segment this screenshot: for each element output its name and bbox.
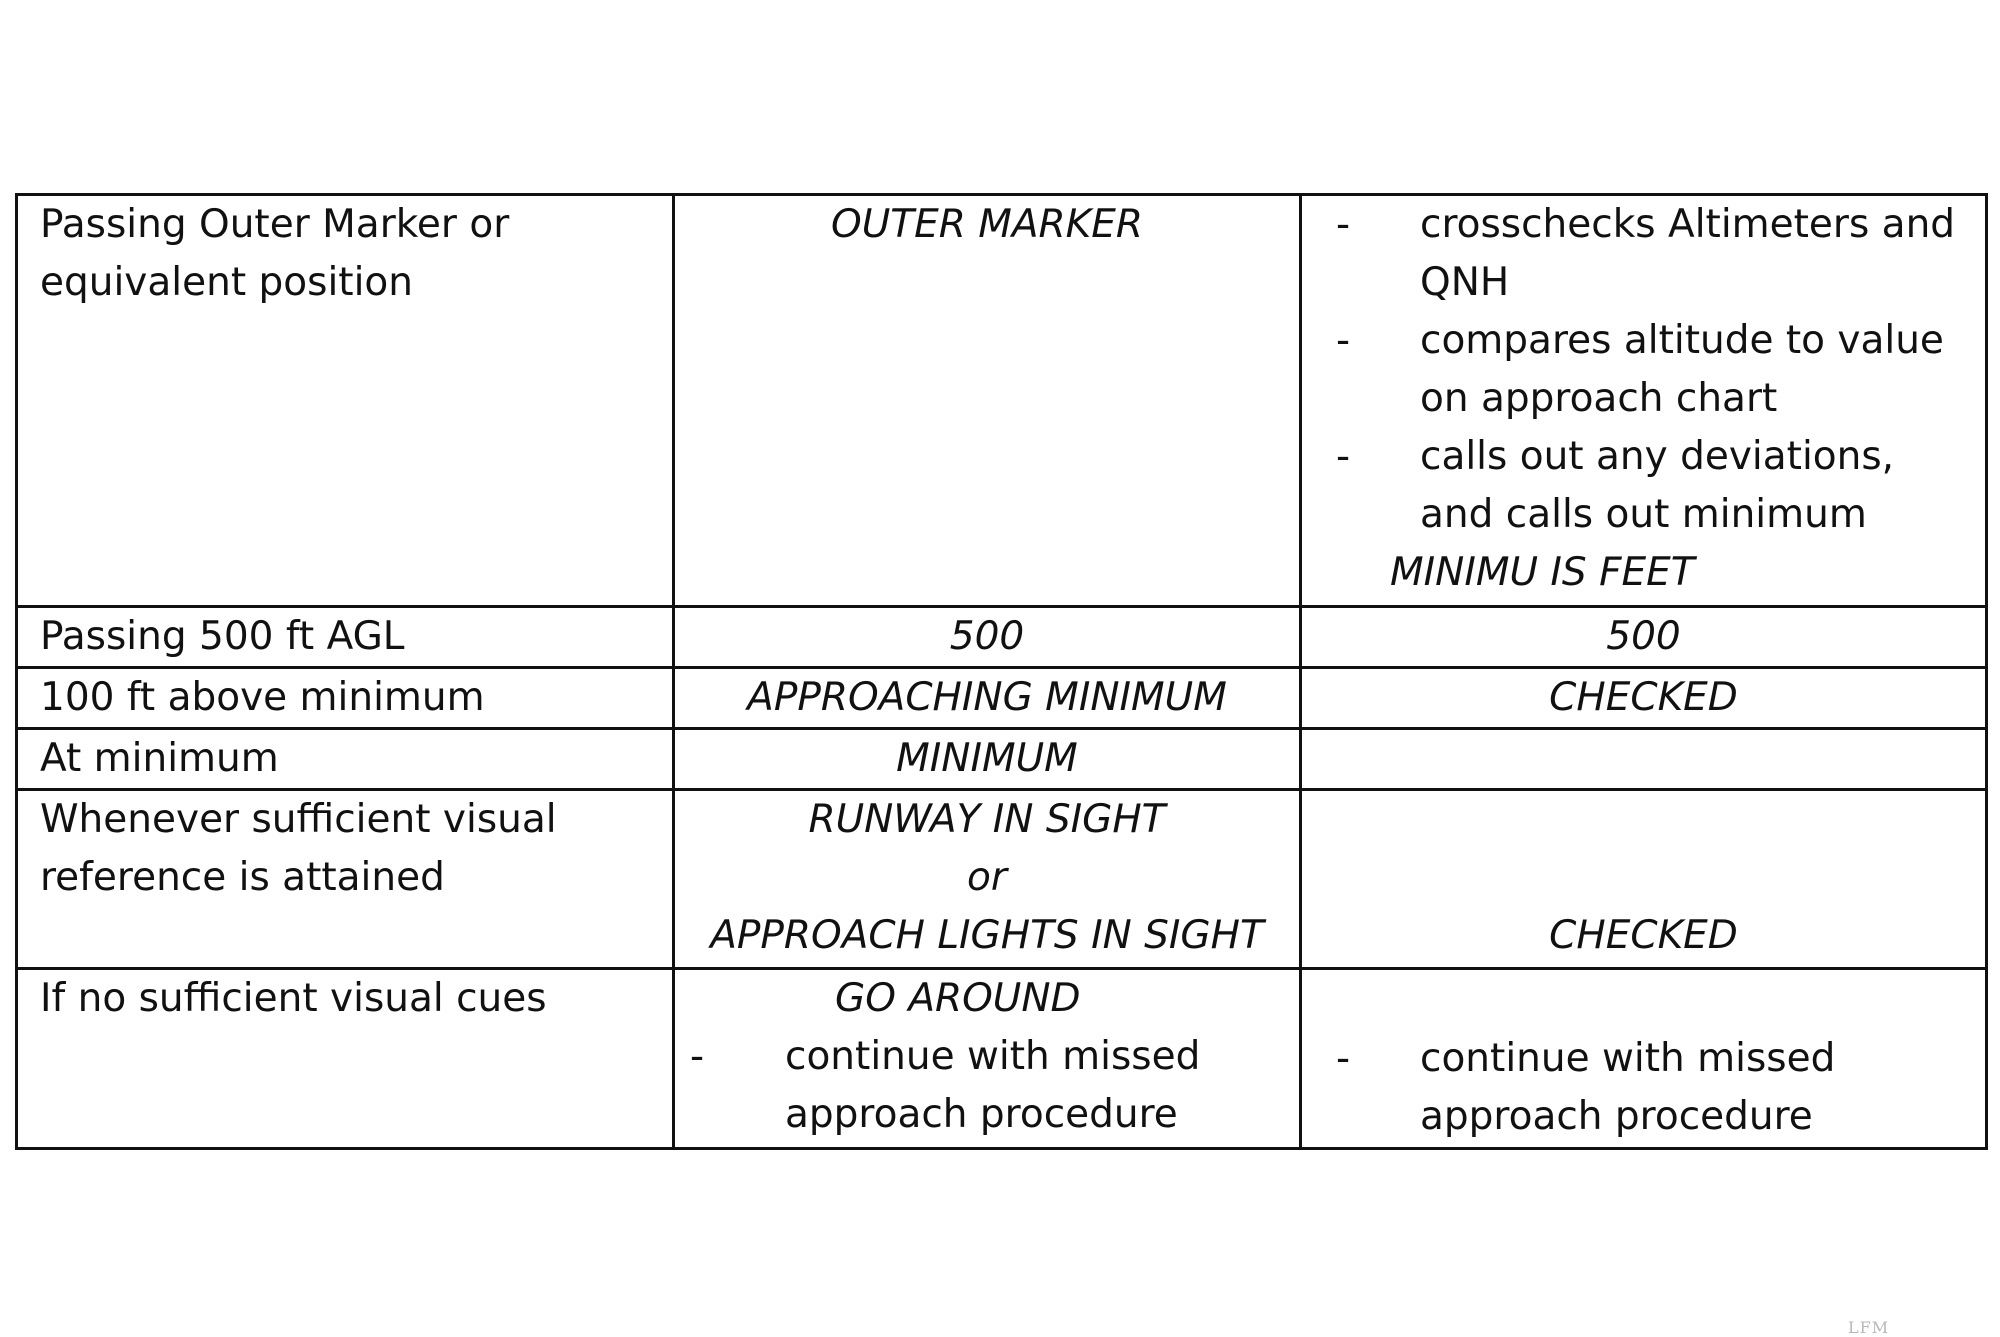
bullet-dash: - — [690, 1034, 705, 1079]
list-item-text: compares altitude to value on approach chart — [1420, 318, 1944, 421]
callout-text: APPROACH LIGHTS IN SIGHT — [710, 913, 1264, 958]
condition-text: At minimum — [40, 736, 279, 781]
callout-cell — [674, 607, 1301, 668]
condition-text: Passing 500 ft AGL — [40, 614, 405, 659]
callout-text: OUTER MARKER — [831, 202, 1143, 247]
callout-text: 500 — [949, 614, 1025, 659]
response-text: CHECKED — [1549, 675, 1738, 720]
condition-cell — [17, 195, 674, 607]
list-item — [1324, 428, 1985, 544]
response-cell — [1301, 790, 1987, 969]
bullet-dash: - — [1336, 434, 1351, 479]
callout-cell — [674, 668, 1301, 729]
response-text: CHECKED — [1549, 913, 1738, 958]
callout-cell — [674, 969, 1301, 1149]
response-list — [1324, 1030, 1985, 1146]
bullet-dash: - — [1336, 1036, 1351, 1081]
condition-text: Whenever sufficient visual reference is attained — [40, 797, 557, 900]
response-callout: MINIMU IS FEET — [1390, 550, 1695, 595]
callout-cell — [674, 729, 1301, 790]
response-cell — [1301, 969, 1987, 1149]
callout-cell — [674, 195, 1301, 607]
condition-cell — [17, 607, 674, 668]
response-cell — [1301, 668, 1987, 729]
condition-cell — [17, 790, 674, 969]
response-cell — [1301, 729, 1987, 790]
watermark-text: LFM — [1848, 1318, 1890, 1337]
condition-cell — [17, 729, 674, 790]
list-item — [1324, 196, 1985, 312]
condition-text: If no sufficient visual cues — [40, 976, 547, 1021]
list-item — [1324, 312, 1985, 428]
response-cell — [1301, 607, 1987, 668]
condition-cell — [17, 668, 674, 729]
callout-text: RUNWAY IN SIGHT — [808, 797, 1166, 842]
list-item-text: calls out any deviations, and calls out minimum — [1420, 434, 1895, 537]
bullet-dash: - — [1336, 318, 1351, 363]
table-row — [17, 195, 1987, 607]
callout-text: MINIMUM — [896, 736, 1078, 781]
procedure-callout-table — [15, 193, 1988, 1150]
table-row — [17, 668, 1987, 729]
callout-text: APPROACHING MINIMUM — [747, 675, 1227, 720]
response-cell — [1301, 195, 1987, 607]
callout-cell — [674, 790, 1301, 969]
callout-text: GO AROUND — [835, 976, 1081, 1021]
callout-text: or — [967, 855, 1007, 900]
list-item-text: continue with missed approach procedure — [1420, 1036, 1836, 1139]
response-wrap — [1324, 970, 1985, 1146]
list-item-text: crosschecks Altimeters and QNH — [1420, 202, 1956, 305]
condition-cell — [17, 969, 674, 1149]
bullet-dash: - — [1336, 202, 1351, 247]
condition-text: 100 ft above minimum — [40, 675, 485, 720]
list-item — [675, 1028, 1299, 1144]
table-row — [17, 790, 1987, 969]
list-item-text: continue with missed approach procedure — [785, 1034, 1201, 1137]
table-row — [17, 969, 1987, 1149]
table-row — [17, 607, 1987, 668]
table-row — [17, 729, 1987, 790]
response-text: 500 — [1606, 614, 1681, 659]
condition-text: Passing Outer Marker or equivalent position — [40, 202, 510, 305]
response-list — [1324, 196, 1985, 544]
list-item — [1324, 1030, 1985, 1146]
callout-list — [675, 1028, 1299, 1144]
